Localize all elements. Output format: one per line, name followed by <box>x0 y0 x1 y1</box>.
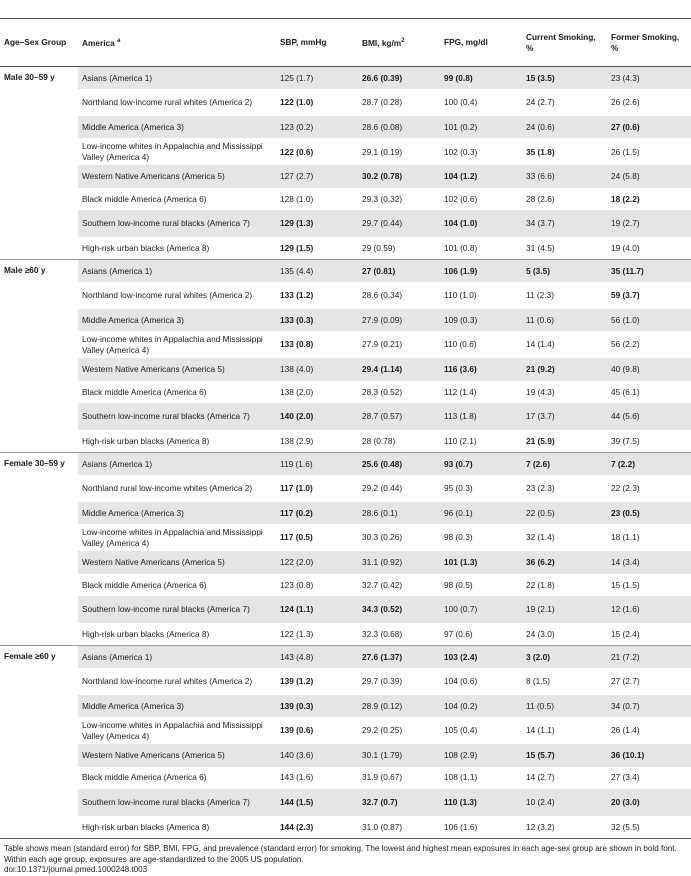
table-row <box>0 358 691 380</box>
cell-fpg: 100 (0.4) <box>444 97 478 108</box>
cell-cur: 19 (2.1) <box>522 596 607 623</box>
cell-bmi: 29.2 (0.44) <box>362 483 403 494</box>
cell-bmi: 27.9 (0.09) <box>358 309 440 331</box>
cell-sbp: 129 (1.5) <box>280 242 314 253</box>
table-row <box>0 502 691 524</box>
table-row <box>0 282 691 309</box>
cell-fmr: 32 (5.5) <box>611 821 640 832</box>
cell-sbp: 140 (2.0) <box>276 403 358 430</box>
cell-bmi: 27 (0.81) <box>358 259 440 281</box>
doi-text: doi:10.1371/journal.pmed.1000248.t003 <box>4 865 148 875</box>
table-row <box>0 309 691 331</box>
cell-america: High-risk urban blacks (America 8) <box>82 242 210 253</box>
cell-bmi: 28.6 (0.1) <box>358 502 440 524</box>
cell-sbp: 139 (0.3) <box>276 695 358 717</box>
table-row <box>0 237 691 259</box>
table-row <box>0 452 691 474</box>
cell-fpg: 106 (1.9) <box>440 259 522 281</box>
cell-fmr: 23 (4.3) <box>607 67 691 89</box>
cell-fpg: 110 (1.3) <box>440 789 522 816</box>
cell-sbp: 124 (1.1) <box>276 596 358 623</box>
cell-fpg: 98 (0.5) <box>444 579 473 590</box>
cell-sbp: 135 (4.4) <box>276 259 358 281</box>
cell-fpg: 95 (0.3) <box>444 483 473 494</box>
cell-america: Western Native Americans (America 5) <box>78 744 276 766</box>
table-row <box>0 524 691 551</box>
cell-bmi: 29.3 (0.32) <box>362 193 403 204</box>
cell-fpg: 103 (2.4) <box>440 645 522 667</box>
cell-america: Western Native Americans (America 5) <box>78 165 276 187</box>
cell-bmi: 25.6 (0.48) <box>358 452 440 474</box>
cell-cur: 15 (3.5) <box>522 67 607 89</box>
cell-america: Black middle America (America 6) <box>82 193 207 204</box>
cell-fpg: 101 (1.3) <box>440 551 522 573</box>
cell-bmi: 27.6 (1.37) <box>358 645 440 667</box>
cell-fpg: 106 (1.6) <box>444 821 478 832</box>
cell-bmi: 32.3 (0.68) <box>362 628 403 639</box>
cell-fpg: 110 (0.6) <box>444 339 477 350</box>
cell-sbp: 129 (1.3) <box>276 210 358 237</box>
cell-fmr: 27 (2.7) <box>611 676 640 686</box>
cell-cur: 14 (2.7) <box>526 772 555 783</box>
cell-cur: 24 (2.7) <box>526 97 555 108</box>
table-row <box>0 668 691 695</box>
header-row <box>0 19 691 67</box>
table-row <box>0 623 691 645</box>
cell-bmi: 29.4 (1.14) <box>358 358 440 380</box>
cell-america: Western Native Americans (America 5) <box>78 358 276 380</box>
cell-bmi: 28.6 (0.08) <box>358 116 440 138</box>
cell-fmr: 14 (3.4) <box>607 551 691 573</box>
cell-fpg: 104 (1.2) <box>440 165 522 187</box>
cell-fmr: 15 (1.5) <box>611 579 640 590</box>
cell-sbp: 117 (0.2) <box>276 502 358 524</box>
cell-sbp: 144 (1.5) <box>276 789 358 816</box>
cell-cur: 15 (5.7) <box>522 744 607 766</box>
footnote-text: Table shows mean (standard error) for SBP, BMI, FPG, and prevalence (standard error) for smoking. The lowest and highest mean exposures in each age-sex group are shown in bold font. Within each age group, exposures are age-standardized to the 2005 US population. <box>4 843 677 864</box>
cell-america: Middle America (America 3) <box>78 116 276 138</box>
cell-america: Black middle America (America 6) <box>82 772 207 783</box>
cell-america: High-risk urban blacks (America 8) <box>82 435 210 446</box>
cell-cur: 21 (9.2) <box>522 358 607 380</box>
cell-cur: 19 (4.3) <box>526 386 555 397</box>
cell-sbp: 122 (1.3) <box>280 628 314 639</box>
cell-america: Low-income whites in Appalachia and Mississippi Valley (America 4) <box>82 527 263 548</box>
group-label: Female ≥60 y <box>0 645 78 838</box>
cell-bmi: 29.1 (0.19) <box>362 146 403 157</box>
cell-cur: 32 (1.4) <box>526 532 555 543</box>
cell-america: Middle America (America 3) <box>78 309 276 331</box>
cell-america: High-risk urban blacks (America 8) <box>82 821 210 832</box>
table-row <box>0 551 691 573</box>
cell-fpg: 93 (0.7) <box>440 452 522 474</box>
cell-cur: 24 (3.0) <box>526 628 555 639</box>
cell-fmr: 23 (0.5) <box>607 502 691 524</box>
cell-bmi: 29 (0.59) <box>362 242 396 253</box>
group-label: Male ≥60 y <box>0 259 78 452</box>
cell-fpg: 104 (0.2) <box>440 695 522 717</box>
cell-fpg: 113 (1.8) <box>440 403 522 430</box>
table-row <box>0 717 691 744</box>
cell-sbp: 144 (2.3) <box>280 821 314 832</box>
table-row <box>0 89 691 116</box>
cell-sbp: 133 (0.3) <box>276 309 358 331</box>
header-former-smoking: Former Smoking, % <box>607 19 691 67</box>
cell-fmr: 20 (3.0) <box>607 789 691 816</box>
cell-sbp: 125 (1.7) <box>276 67 358 89</box>
cell-america: Southern low-income rural blacks (America 7) <box>78 596 276 623</box>
cell-sbp: 127 (2.7) <box>276 165 358 187</box>
group-label: Male 30–59 y <box>0 67 78 260</box>
cell-fmr: 7 (2.2) <box>607 452 691 474</box>
table-row <box>0 744 691 766</box>
cell-fmr: 18 (1.1) <box>611 532 640 543</box>
header-bmi: BMI, $kg/m^2$ <box>358 19 440 67</box>
cell-america: Northland low-income rural whites (America 2) <box>82 676 253 686</box>
cell-fmr: 59 (3.7) <box>611 290 640 301</box>
cell-sbp: 139 (0.6) <box>280 725 314 736</box>
table-row <box>0 403 691 430</box>
table-row <box>0 188 691 210</box>
cell-america: Low-income whites in Appalachia and Mississippi Valley (America 4) <box>82 334 263 355</box>
cell-cur: 21 (5.9) <box>526 435 555 446</box>
cell-cur: 36 (6.2) <box>522 551 607 573</box>
cell-fpg: 104 (1.0) <box>440 210 522 237</box>
cell-america: Northland low-income rural whites (America 2) <box>82 290 253 301</box>
cell-fmr: 34 (0.7) <box>607 695 691 717</box>
cell-cur: 5 (3.5) <box>522 259 607 281</box>
cell-fmr: 40 (9.8) <box>607 358 691 380</box>
cell-fpg: 97 (0.6) <box>444 628 473 639</box>
cell-fpg: 110 (2.1) <box>444 435 477 446</box>
cell-fpg: 105 (0.4) <box>444 725 478 736</box>
header-age-sex-group: Age–Sex Group <box>0 19 78 67</box>
header-fpg: FPG, mg/dl <box>440 19 522 67</box>
cell-cur: 31 (4.5) <box>526 242 555 253</box>
cell-america: Southern low-income rural blacks (America 7) <box>78 210 276 237</box>
cell-bmi: 30.2 (0.78) <box>358 165 440 187</box>
cell-fmr: 21 (7.2) <box>607 645 691 667</box>
cell-sbp: 122 (0.6) <box>280 146 314 157</box>
cell-bmi: 28.7 (0.28) <box>362 97 403 108</box>
cell-fmr: 39 (7.5) <box>611 435 640 446</box>
table-row <box>0 789 691 816</box>
cell-bmi: 26.6 (0.39) <box>358 67 440 89</box>
cell-fmr: 56 (2.2) <box>611 339 640 350</box>
cell-america: High-risk urban blacks (America 8) <box>82 628 210 639</box>
cell-cur: 11 (0.5) <box>522 695 607 717</box>
cell-fpg: 112 (1.4) <box>444 386 477 397</box>
cell-fpg: 99 (0.8) <box>440 67 522 89</box>
cell-bmi: 28.3 (0.52) <box>362 386 403 397</box>
cell-fpg: 104 (0.6) <box>444 676 478 686</box>
cell-sbp: 117 (1.0) <box>280 483 313 494</box>
cell-fmr: 19 (4.0) <box>611 242 640 253</box>
header-america: America $^a$ <box>78 19 276 67</box>
cell-fmr: 26 (1.4) <box>611 725 640 736</box>
cell-sbp: 138 (4.0) <box>276 358 358 380</box>
table-row <box>0 331 691 358</box>
cell-bmi: 28.9 (0.12) <box>358 695 440 717</box>
cell-cur: 17 (3.7) <box>522 403 607 430</box>
cell-america: Southern low-income rural blacks (America 7) <box>78 403 276 430</box>
table-row <box>0 596 691 623</box>
cell-america: Northland low-income rural whites (America 2) <box>82 97 253 108</box>
cell-fpg: 110 (1.0) <box>444 290 477 301</box>
cell-fpg: 102 (0.6) <box>444 193 478 204</box>
cell-cur: 23 (2.3) <box>526 483 555 494</box>
cell-america: Northland rural low-income whites (America 2) <box>82 483 253 494</box>
header-current-smoking: Current Smoking, % <box>522 19 607 67</box>
cell-cur: 24 (0.6) <box>522 116 607 138</box>
cell-sbp: 117 (0.5) <box>280 532 313 543</box>
cell-fpg: 108 (1.1) <box>444 772 478 783</box>
cell-america: Asians (America 1) <box>78 259 276 281</box>
cell-fmr: 35 (11.7) <box>607 259 691 281</box>
table-row <box>0 475 691 502</box>
cell-cur: 22 (1.8) <box>526 579 555 590</box>
table-row <box>0 381 691 403</box>
cell-america: Middle America (America 3) <box>78 502 276 524</box>
cell-america: Black middle America (America 6) <box>82 386 207 397</box>
table-row <box>0 165 691 187</box>
cell-fpg: 96 (0.1) <box>440 502 522 524</box>
table-row <box>0 767 691 789</box>
table-row <box>0 138 691 165</box>
cell-fmr: 45 (6.1) <box>611 386 640 397</box>
cell-fpg: 108 (2.9) <box>440 744 522 766</box>
cell-fmr: 27 (0.6) <box>607 116 691 138</box>
header-america-note: a <box>117 38 121 45</box>
table-row <box>0 645 691 667</box>
cell-bmi: 30.1 (1.79) <box>358 744 440 766</box>
cell-fmr: 18 (2.2) <box>611 193 640 204</box>
cell-fmr: 15 (2.4) <box>611 628 640 639</box>
group-label: Female 30–59 y <box>0 452 78 645</box>
cell-sbp: 138 (2.9) <box>280 435 314 446</box>
cell-sbp: 143 (4.8) <box>276 645 358 667</box>
cell-cur: 8 (1.5) <box>526 676 550 686</box>
cell-fmr: 22 (2.3) <box>611 483 640 494</box>
table-footnote <box>0 838 691 876</box>
cell-cur: 14 (1.1) <box>526 725 555 736</box>
table-row <box>0 210 691 237</box>
cell-cur: 7 (2.6) <box>522 452 607 474</box>
cell-fpg: 102 (0.3) <box>444 146 478 157</box>
cell-fmr: 26 (1.5) <box>611 146 640 157</box>
cell-america: Asians (America 1) <box>78 645 276 667</box>
cell-america: Western Native Americans (America 5) <box>78 551 276 573</box>
table-row <box>0 259 691 281</box>
cell-bmi: 31.0 (0.87) <box>362 821 403 832</box>
cell-fmr: 12 (1.6) <box>607 596 691 623</box>
table-row <box>0 695 691 717</box>
cell-fmr: 19 (2.7) <box>607 210 691 237</box>
cell-sbp: 143 (1.6) <box>280 772 314 783</box>
cell-sbp: 139 (1.2) <box>280 676 314 686</box>
cell-fmr: 24 (5.8) <box>607 165 691 187</box>
cell-bmi: 32.7 (0.42) <box>362 579 403 590</box>
cell-bmi: 28 (0.78) <box>362 435 396 446</box>
cell-fmr: 27 (3.4) <box>611 772 640 783</box>
cell-america: Low-income whites in Appalachia and Mississippi Valley (America 4) <box>82 720 263 741</box>
table-row <box>0 67 691 89</box>
cell-sbp: 123 (0.2) <box>276 116 358 138</box>
cell-cur: 35 (1.8) <box>526 146 555 157</box>
cell-america: Black middle America (America 6) <box>82 579 207 590</box>
cell-sbp: 123 (0.8) <box>280 579 314 590</box>
table-row <box>0 574 691 596</box>
cell-bmi: 34.3 (0.52) <box>358 596 440 623</box>
cell-fpg: 101 (0.8) <box>444 242 478 253</box>
cell-cur: 11 (2.3) <box>526 290 554 301</box>
cell-fpg: 101 (0.2) <box>440 116 522 138</box>
cell-sbp: 133 (0.8) <box>280 339 314 350</box>
cell-fmr: 56 (1.0) <box>607 309 691 331</box>
cell-cur: 28 (2.6) <box>526 193 555 204</box>
cell-cur: 34 (3.7) <box>522 210 607 237</box>
cell-bmi: 29.7 (0.39) <box>362 676 403 686</box>
cell-america: Asians (America 1) <box>78 67 276 89</box>
cell-america: Southern low-income rural blacks (America 7) <box>78 789 276 816</box>
cell-sbp: 138 (2.0) <box>280 386 314 397</box>
cell-sbp: 122 (2.0) <box>276 551 358 573</box>
cell-sbp: 128 (1.0) <box>280 193 314 204</box>
cell-fmr: 36 (10.1) <box>607 744 691 766</box>
cell-fpg: 116 (3.6) <box>440 358 522 380</box>
cell-cur: 10 (2.4) <box>522 789 607 816</box>
cell-sbp: 133 (1.2) <box>280 290 314 301</box>
cell-bmi: 29.2 (0.25) <box>362 725 403 736</box>
table-row <box>0 430 691 452</box>
cell-fmr: 26 (2.6) <box>611 97 640 108</box>
table-body <box>0 67 691 839</box>
cell-cur: 33 (6.6) <box>522 165 607 187</box>
cell-bmi: 30.3 (0.26) <box>362 532 403 543</box>
cell-fpg: 109 (0.3) <box>440 309 522 331</box>
header-sbp: SBP, mmHg <box>276 19 358 67</box>
cell-bmi: 31.9 (0.67) <box>362 772 403 783</box>
cell-bmi: 28.6 (0.34) <box>362 290 403 301</box>
table-row <box>0 116 691 138</box>
cell-fpg: 100 (0.7) <box>440 596 522 623</box>
cell-fmr: 44 (5.6) <box>607 403 691 430</box>
cell-bmi: 28.7 (0.57) <box>358 403 440 430</box>
cell-fpg: 98 (0.3) <box>444 532 473 543</box>
cell-cur: 3 (2.0) <box>522 645 607 667</box>
cell-sbp: 122 (1.0) <box>280 97 314 108</box>
cell-sbp: 119 (1.6) <box>276 452 358 474</box>
exposure-table <box>0 18 691 876</box>
cell-bmi: 32.7 (0.7) <box>358 789 440 816</box>
cell-cur: 11 (0.6) <box>522 309 607 331</box>
cell-bmi: 29.7 (0.44) <box>358 210 440 237</box>
cell-america: Low-income whites in Appalachia and Mississippi Valley (America 4) <box>82 141 263 162</box>
cell-bmi: 31.1 (0.92) <box>358 551 440 573</box>
cell-sbp: 140 (3.6) <box>276 744 358 766</box>
cell-america: Asians (America 1) <box>78 452 276 474</box>
cell-bmi: 27.9 (0.21) <box>362 339 403 350</box>
cell-cur: 22 (0.5) <box>522 502 607 524</box>
cell-cur: 12 (3.2) <box>526 821 555 832</box>
cell-cur: 14 (1.4) <box>526 339 555 350</box>
table-row <box>0 816 691 838</box>
cell-america: Middle America (America 3) <box>78 695 276 717</box>
